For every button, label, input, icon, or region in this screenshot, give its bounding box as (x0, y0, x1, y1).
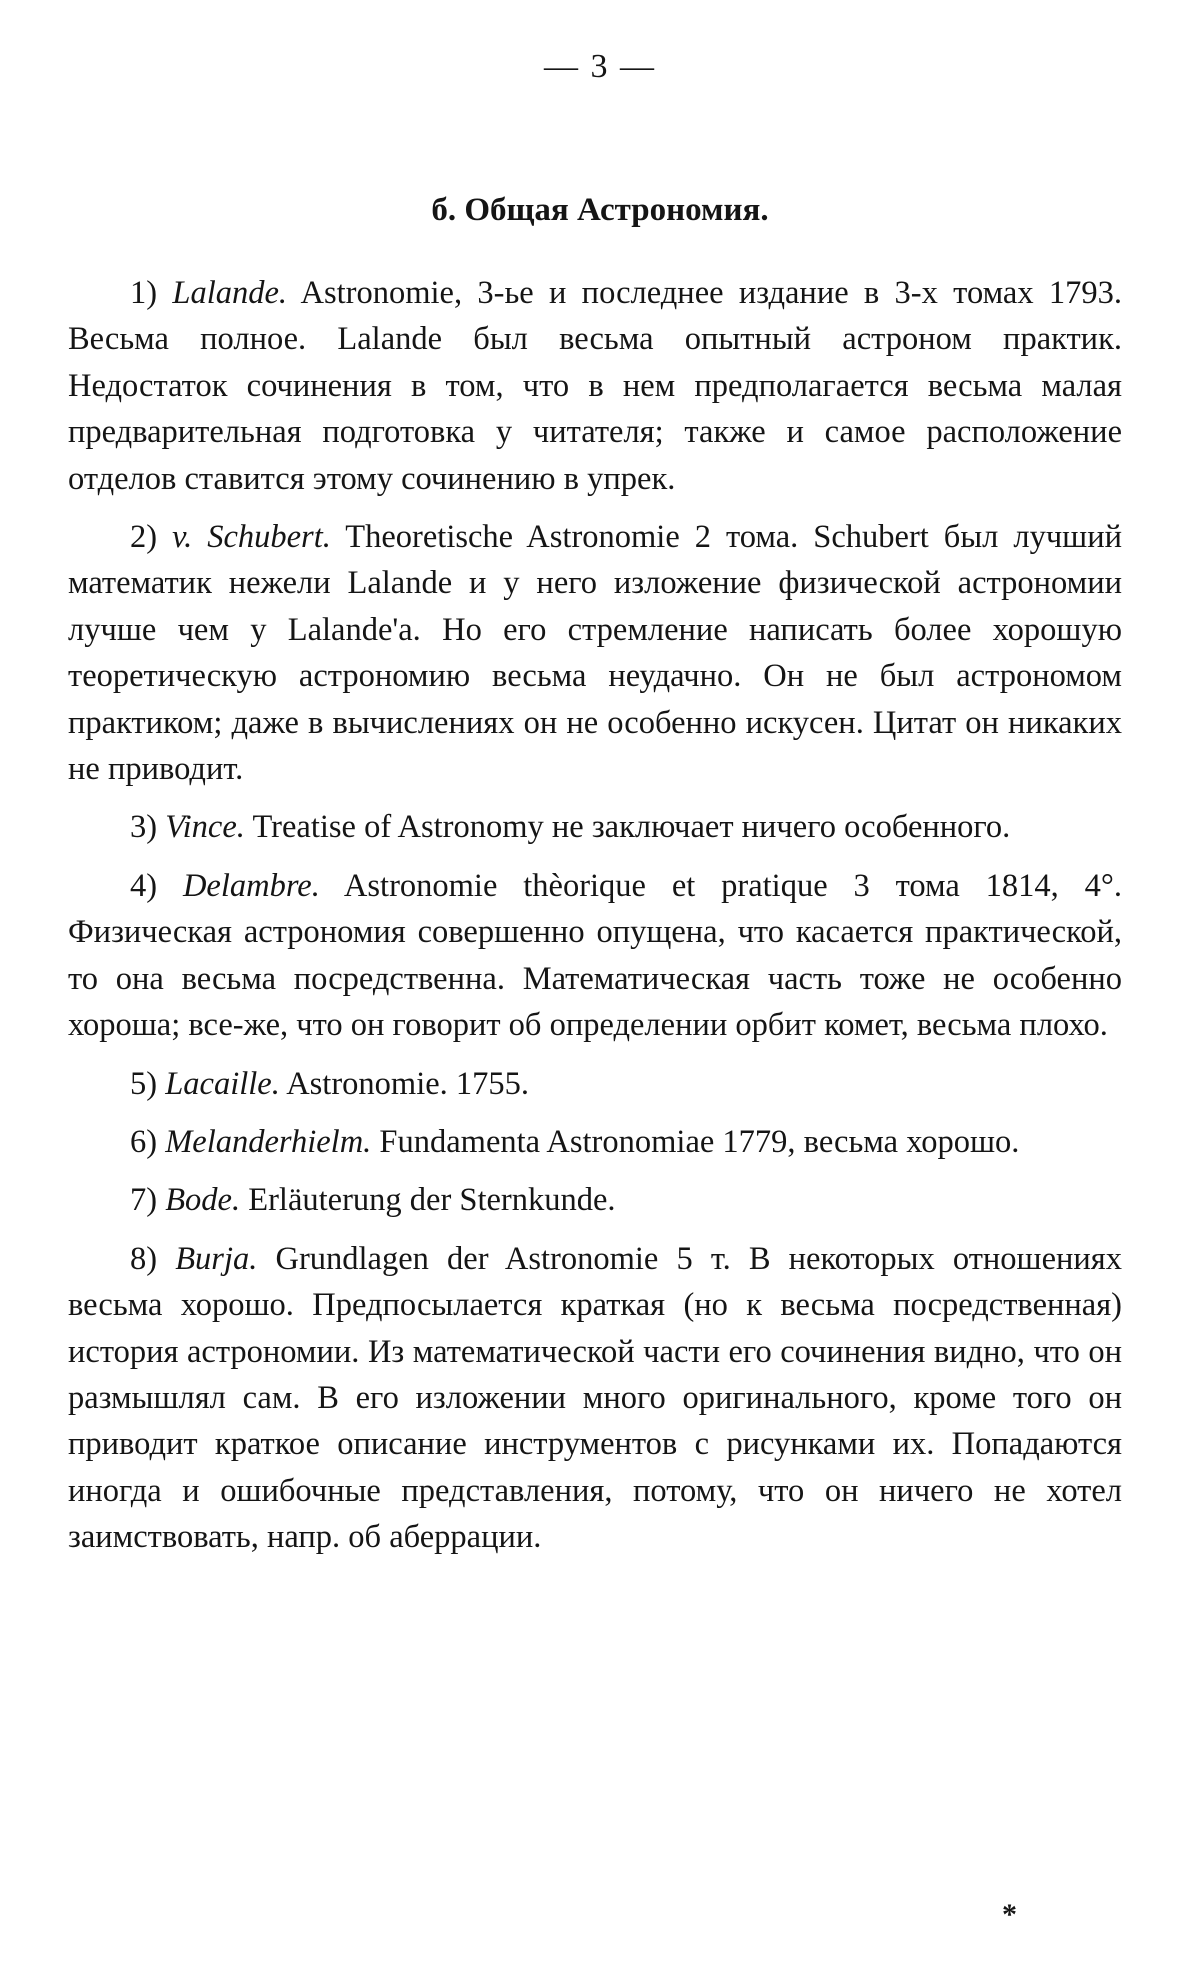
entry-number: 6) (130, 1123, 158, 1160)
entry-text: Astronomie. 1755. (286, 1065, 530, 1102)
entry-number: 4) (130, 867, 158, 904)
entry-author: Delambre. (182, 867, 320, 904)
entry-text: Astronomie thèorique et pratique 3 тома 1814, 4°. Физическая астрономия совершенно опущена, что касается практической, то она весьма посредственна. Математическая часть тоже не особенно хороша; все-же, что он говорит об определении орбит комет, весьма плохо. (68, 867, 1123, 1044)
entry-text: Treatise of Astronomy не заключает ничего особенного. (252, 809, 1011, 846)
entry-author: Vince. (165, 809, 245, 846)
entry-text: Astronomie, 3-ье и последнее издание в 3-х томах 1793. Весьма полное. Lalande был весьма опытный астроном практик. Недостаток сочинения в том, что в нем предполагается весьма малая предварительная подготовка у читателя; также и самое расположение отделов ставится этому сочинению в упрек. (68, 275, 1123, 497)
bibliography-entry-2 (68, 514, 1122, 792)
bibliography-entry-7 (68, 1177, 1122, 1223)
entry-text: Erläuterung der Sternkunde. (248, 1182, 616, 1219)
entry-text: Grundlagen der Astronomie 5 т. В некоторых отношениях весьма хорошо. Предпосылается краткая (но к весьма посредственная) история астрономии. Из математической части его сочинения видно, что он размышлял сам. В его изложении много оригинального, кроме того он приводит краткое описание инструментов с рисунками их. Попадаются иногда и ошибочные представления, потому, что он ничего не хотел заимствовать, напр. об аберрации. (68, 1240, 1122, 1556)
bibliography-entry-6 (68, 1119, 1122, 1165)
footnote-mark: * (1002, 1898, 1017, 1931)
entry-number: 3) (130, 809, 158, 846)
entry-text: Fundamenta Astronomiae 1779, весьма хорошо. (379, 1123, 1020, 1160)
entry-number: 1) (130, 275, 158, 311)
bibliography-entry-4 (68, 863, 1122, 1049)
bibliography-entry-1 (68, 270, 1122, 502)
bibliography-entry-8 (68, 1236, 1122, 1561)
entry-number: 7) (130, 1182, 158, 1219)
entry-number: 5) (130, 1065, 158, 1102)
section-heading: б. Общая Астрономия. (431, 192, 769, 228)
entry-author: Burja. (175, 1240, 258, 1277)
bibliography-list (68, 270, 1122, 1573)
entry-author: v. Schubert. (172, 519, 331, 556)
entry-author: Lalande. (172, 275, 288, 311)
entry-text: Theoretische Astronomie 2 тома. Schubert был лучший математик нежели Lalande и у него изложение физической астрономии лучше чем у Lalande'a. Но его стремление написать более хорошую теоретическую астрономию весьма неудачно. Он не был астрономом практиком; даже в вычислениях он не особенно искусен. Цитат он никаких не приводит. (68, 519, 1122, 788)
entry-number: 2) (130, 519, 158, 556)
entry-number: 8) (130, 1240, 158, 1277)
page-number: — 3 — (544, 48, 656, 85)
entry-author: Lacaille. (165, 1065, 280, 1102)
bibliography-entry-5 (68, 1061, 1122, 1107)
bibliography-entry-3 (68, 804, 1122, 850)
entry-author: Melanderhielm. (165, 1123, 372, 1160)
entry-author: Bode. (165, 1182, 241, 1219)
